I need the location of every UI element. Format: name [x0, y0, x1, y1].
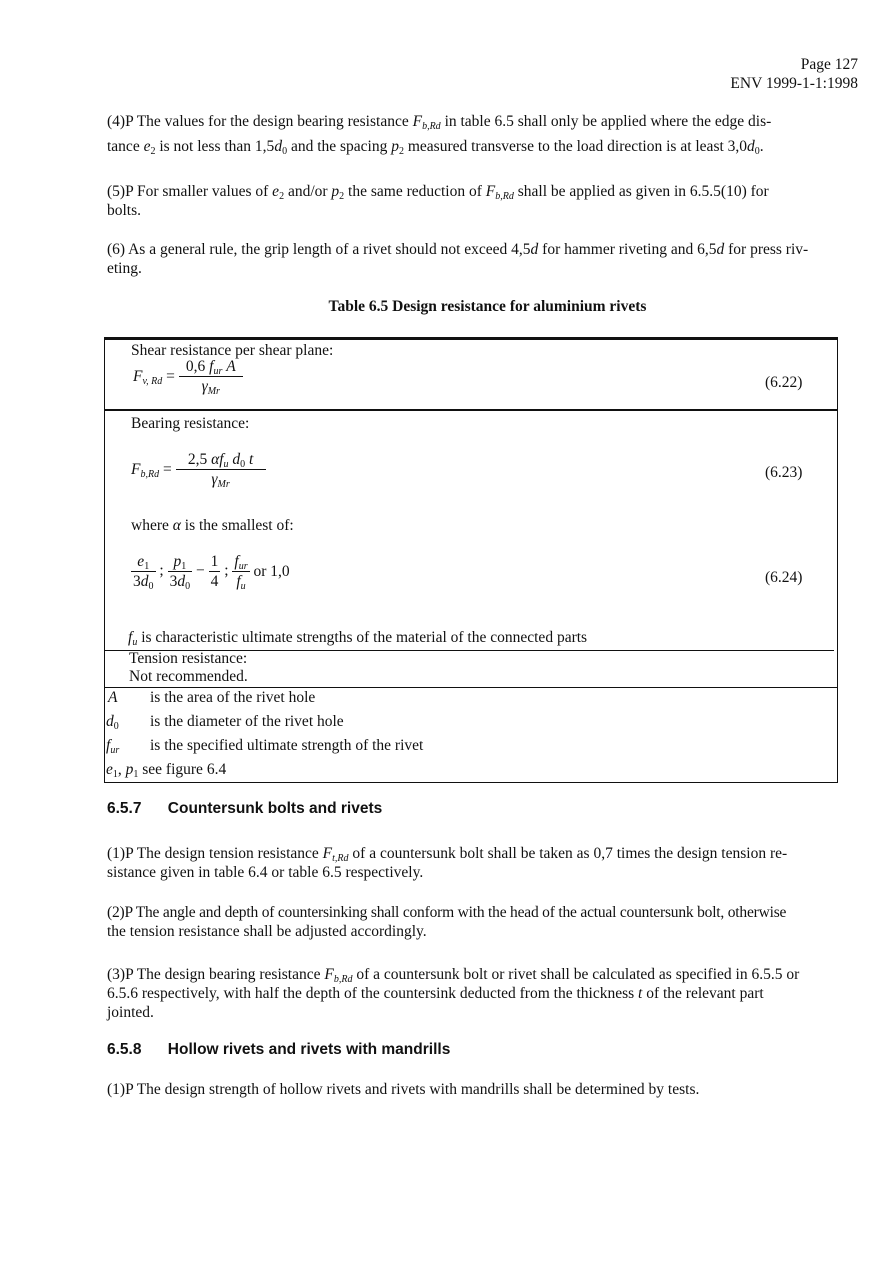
- legend-fur: $f_{ur}$: [106, 737, 120, 756]
- legend-d0-text: is the diameter of the rivet hole: [150, 713, 344, 730]
- section-heading-6-5-8: [107, 1041, 450, 1059]
- legend-A-text: is the area of the rivet hole: [150, 689, 316, 706]
- shear-divider: [104, 409, 838, 411]
- tension-title: Tension resistance:: [129, 650, 248, 667]
- paragraph-5p: (5)P For smaller values of $e_2$ and/or $p_2$ the same reduction of $F_{b,Rd}$ shall be applied as given in 6.5.5(10) for bolts.: [107, 183, 769, 219]
- table-top-rule: [104, 338, 838, 340]
- bearing-formula: $F_{b,Rd}$ = $\frac{2,5 \alpha f_u d_0 t}{\gamma_{Mr}}$: [131, 450, 266, 489]
- section-heading-6-5-7: [107, 800, 382, 818]
- section-number: 6.5.8: [107, 1041, 142, 1058]
- section-657-paragraph-2: (2)P The angle and depth of countersinking shall conform with the head of the actual countersunk bolt, otherwise the tension resistance shall be adjusted accordingly.: [107, 904, 787, 940]
- paragraph-6: (6) As a general rule, the grip length of a rivet should not exceed 4,5d for hammer riveting and 6,5d for press riv- eting.: [107, 241, 809, 277]
- alpha-expression: $\frac{e_1}{3d_0}$ ; $\frac{p_1}{3d_0}$ − $\frac{1}{4}$ ; $\frac{f_{ur}}{f_u}$ or 1,0: [133, 553, 290, 592]
- where-alpha-text: where α is the smallest of:: [131, 517, 294, 534]
- bearing-title: Bearing resistance:: [131, 415, 250, 432]
- section-title: Countersunk bolts and rivets: [167, 800, 383, 817]
- paragraph-4p: (4)P The values for the design bearing resistance $F_{b,Rd}$ in table 6.5 shall only be applied where the edge dis- tance $e_2$ is not less than $1,5d_0$ and the spacing $p_2$ measured transverse to the load direction is at least $3,0d_0$.: [107, 113, 772, 157]
- tension-value: Not recommended.: [129, 668, 248, 685]
- equation-number-6-22: (6.22): [765, 374, 803, 391]
- document-id: ENV 1999-1-1:1998: [730, 75, 858, 92]
- page-number: Page 127: [800, 56, 858, 73]
- section-number: 6.5.7: [107, 800, 142, 817]
- legend-fur-text: is the specified ultimate strength of the rivet: [150, 737, 424, 754]
- equation-number-6-24: (6.24): [765, 569, 803, 586]
- equation-number-6-23: (6.23): [765, 464, 803, 481]
- table-caption: Table 6.5 Design resistance for aluminium rivets: [328, 298, 647, 315]
- legend-e1-p1: $e_1$, $p_1$ see figure 6.4: [106, 761, 227, 780]
- page-header: [558, 55, 858, 93]
- section-658-paragraph-1: (1)P The design strength of hollow rivets and rivets with mandrills shall be determined by tests.: [107, 1081, 700, 1098]
- section-657-paragraph-1: (1)P The design tension resistance $F_{t,Rd}$ of a countersunk bolt shall be taken as 0,7 times the design tension re- sistance given in table 6.4 or table 6.5 respectively.: [107, 845, 788, 881]
- fu-definition: $f_u$ is characteristic ultimate strengths of the material of the connected parts: [128, 629, 588, 648]
- section-title: Hollow rivets and rivets with mandrills: [167, 1041, 451, 1058]
- legend-d0: $d_0$: [106, 713, 119, 732]
- section-657-paragraph-3: (3)P The design bearing resistance $F_{b,Rd}$ of a countersunk bolt or rivet shall be calculated as specified in 6.5.5 or 6.5.6 respectively, with half the depth of the countersink deducted from the thickness t of the relevant part jointed.: [107, 966, 800, 1021]
- tension-block: [129, 650, 248, 686]
- shear-formula: $F_{v, Rd}$ = $\frac{0,6 f_{ur} A}{\gamma_{Mr}}$: [133, 357, 243, 396]
- legend-A: A: [108, 689, 118, 706]
- shear-title: Shear resistance per shear plane:: [131, 342, 334, 359]
